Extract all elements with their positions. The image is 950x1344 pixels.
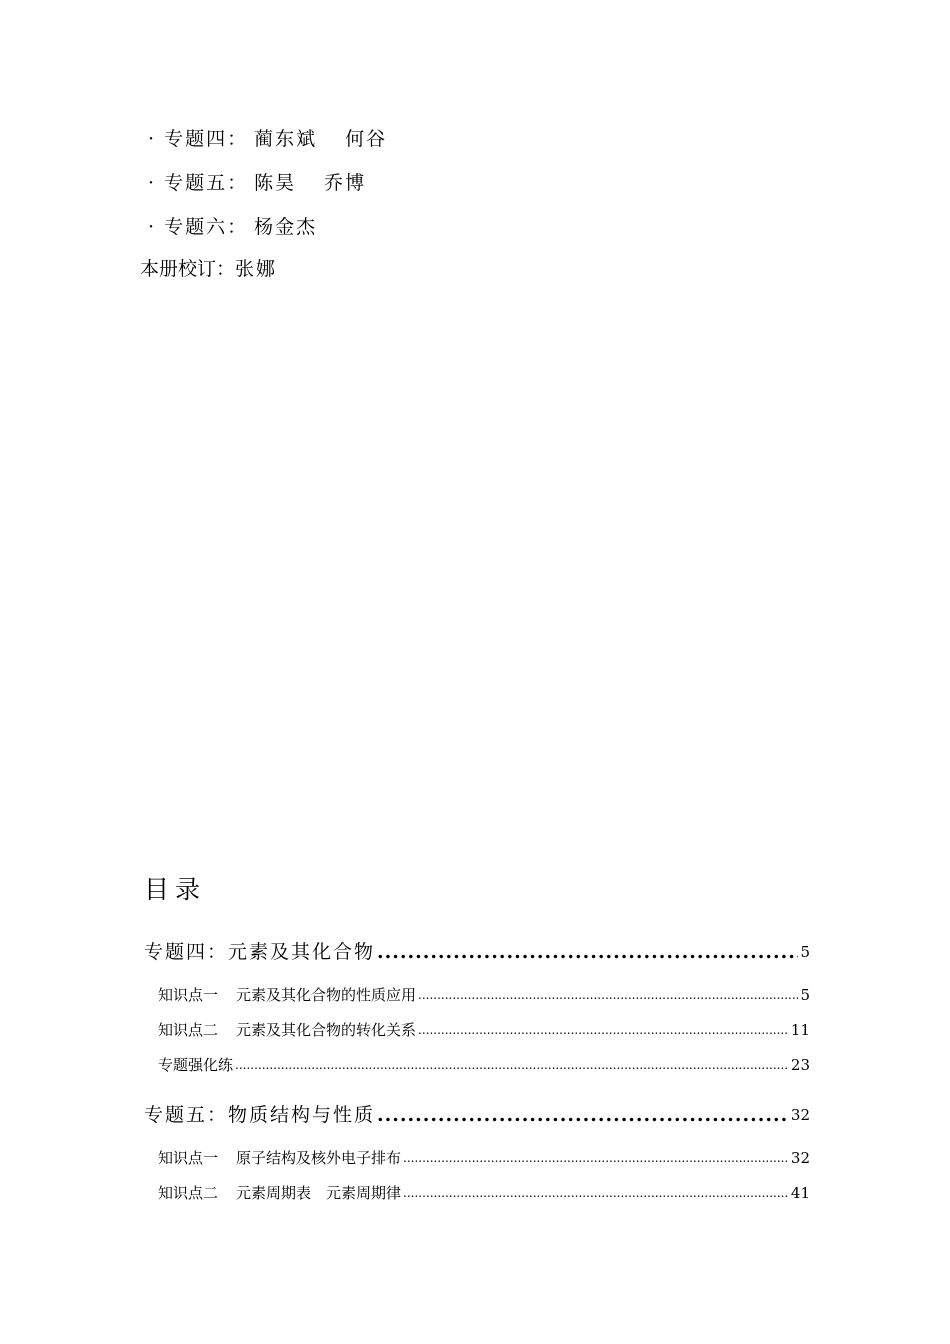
table-of-contents — [144, 930, 810, 1211]
toc-section-title: 专题五：物质结构与性质 — [144, 1104, 376, 1126]
toc-item-entry[interactable] — [144, 1048, 810, 1083]
toc-title: 目录 — [144, 875, 207, 904]
toc-section-entry[interactable] — [144, 930, 810, 974]
toc-leader-dots — [403, 1141, 789, 1176]
toc-item-entry[interactable] — [144, 1141, 810, 1176]
credit-name: 乔博 — [324, 172, 367, 194]
toc-leader-dots — [403, 1176, 789, 1211]
toc-leader-dots — [418, 1013, 789, 1048]
credit-name: 蔺东斌 — [254, 128, 318, 150]
toc-leader-dots — [418, 978, 798, 1013]
revision-label: 本册校订： — [140, 258, 236, 280]
toc-item-title: 专题强化练 — [158, 1056, 234, 1074]
credit-name: 陈昊 — [254, 172, 297, 194]
toc-item-entry[interactable] — [144, 978, 810, 1013]
credit-line — [148, 122, 387, 166]
credit-role: · 专题四： — [148, 128, 249, 150]
toc-page-number: 32 — [790, 1106, 810, 1124]
toc-item-label: 知识点一 — [158, 986, 219, 1004]
credits-list — [148, 122, 387, 254]
toc-item-title: 元素及其化合物的转化关系 — [236, 1021, 417, 1039]
toc-page-number: 23 — [790, 1056, 810, 1074]
credit-name: 杨金杰 — [254, 216, 318, 238]
credit-name: 何谷 — [345, 128, 388, 150]
toc-item-label: 知识点一 — [158, 1149, 219, 1167]
credit-line — [148, 210, 387, 254]
toc-item-title: 原子结构及核外电子排布 — [236, 1149, 402, 1167]
toc-leader-dots — [377, 1093, 789, 1137]
toc-page-number: 32 — [790, 1149, 810, 1167]
toc-page-number: 5 — [800, 943, 810, 961]
toc-item-label: 知识点二 — [158, 1021, 219, 1039]
toc-item-label: 知识点二 — [158, 1184, 219, 1202]
toc-item-title: 元素及其化合物的性质应用 — [236, 986, 417, 1004]
toc-section-title: 专题四：元素及其化合物 — [144, 941, 376, 963]
toc-item-entry[interactable] — [144, 1176, 810, 1211]
credit-line — [148, 166, 387, 210]
toc-page-number: 41 — [790, 1184, 810, 1202]
credit-role: · 专题六： — [148, 216, 249, 238]
toc-item-entry[interactable] — [144, 1013, 810, 1048]
toc-leader-dots — [235, 1048, 789, 1083]
toc-item-title: 元素周期表 元素周期律 — [236, 1184, 402, 1202]
toc-section-entry[interactable] — [144, 1093, 810, 1137]
toc-leader-dots — [377, 930, 798, 974]
toc-page-number: 5 — [800, 986, 810, 1004]
credit-role: · 专题五： — [148, 172, 249, 194]
toc-page-number: 11 — [790, 1021, 810, 1039]
revision-name: 张娜 — [235, 258, 278, 280]
revision-line — [140, 252, 277, 286]
